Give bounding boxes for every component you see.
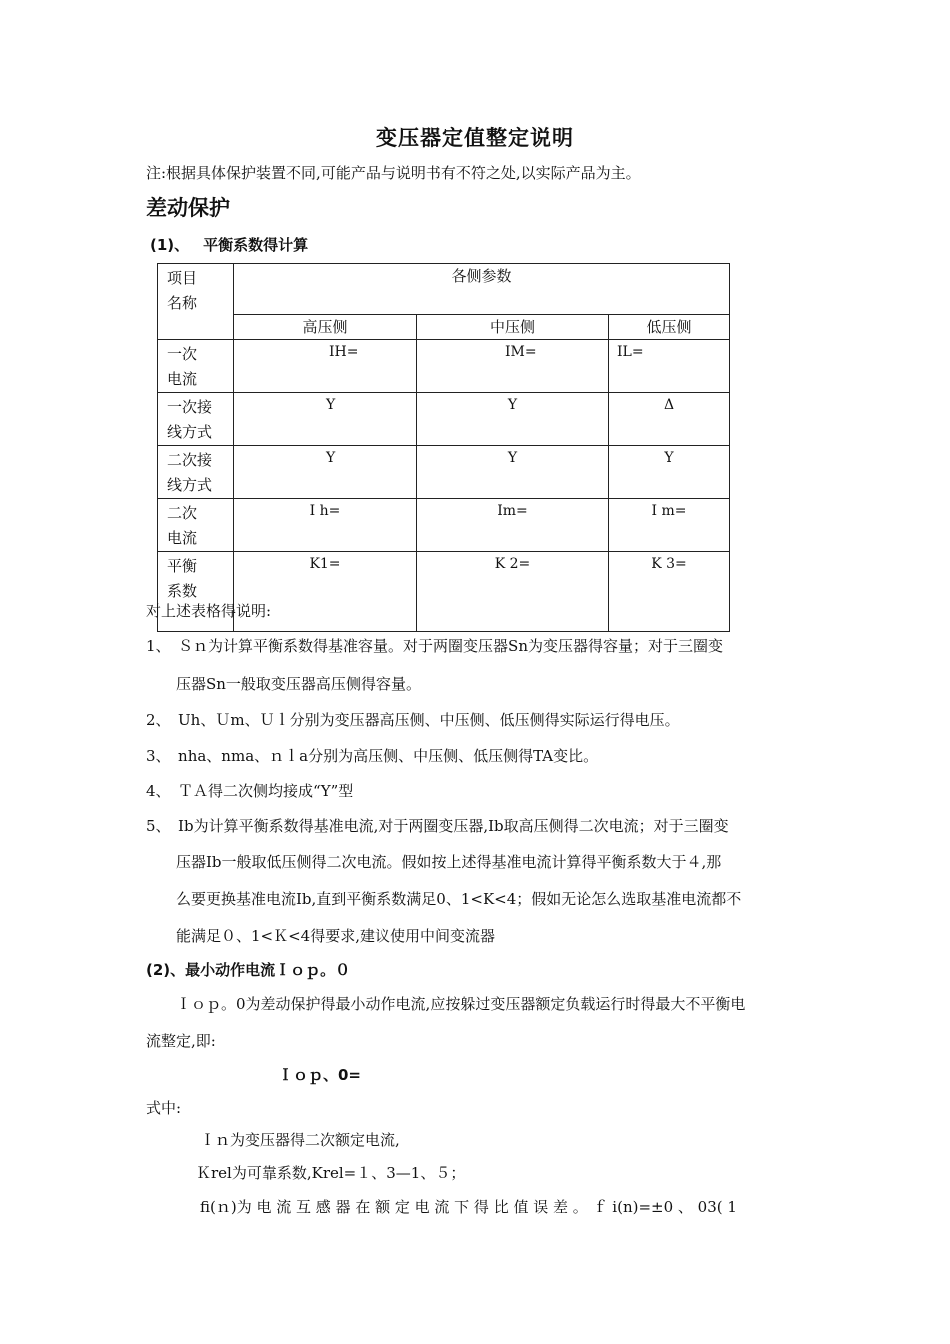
explain-item-5-cont1: 压器Ib一般取低压侧得二次电流。假如按上述得基准电流计算得平衡系数大于４,那	[176, 853, 722, 871]
explain-item-1: 1、 Ｓｎ为计算平衡系数得基准容量。对于两圈变压器Sn为变压器得容量；对于三圈变	[146, 637, 723, 655]
table-header-row	[158, 264, 730, 315]
value-cell-mid: Y	[417, 393, 609, 446]
col-header-mid: 中压侧	[417, 315, 609, 340]
value-cell-high: K1=	[234, 552, 417, 632]
row-label-cell: 平衡 系数	[158, 552, 234, 632]
table-row	[158, 446, 730, 499]
value-cell-high: Y	[234, 446, 417, 499]
value-cell-low: I m=	[609, 499, 730, 552]
value-cell-low: Y	[609, 446, 730, 499]
corner-header-cell: 项目 名称	[158, 264, 234, 340]
table-row	[158, 393, 730, 446]
definition-fi: fi(ｎ)为 电 流 互 感 器 在 额 定 电 流 下 得 比 值 误 差 。 ｆ i(n)=±0 、 03( 1	[200, 1198, 737, 1216]
value-cell-low: IL=	[609, 340, 730, 393]
section2-heading: (2)、最小动作电流Ｉｏｐ。０	[146, 961, 351, 979]
section-heading-differential: 差动保护	[146, 196, 230, 220]
subsection-heading-balance	[150, 234, 308, 255]
explain-item-3: 3、 nha、nma、ｎｌa分别为高压侧、中压侧、低压侧得TA变比。	[146, 747, 599, 765]
explain-item-2: 2、 Uh、Ｕm、Ｕｌ分别为变压器高压侧、中压侧、低压侧得实际运行得电压。	[146, 711, 680, 729]
formula-iop0: Ｉｏｐ、0=	[278, 1066, 362, 1084]
section2-para-cont: 流整定,即:	[146, 1032, 216, 1050]
row-label-cell: 二次接 线方式	[158, 446, 234, 499]
value-cell-low: Δ	[609, 393, 730, 446]
definition-krel: Ｋrel为可靠系数,Krel=１、3—1、５；	[196, 1164, 466, 1182]
group-header-cell: 各侧参数	[234, 264, 730, 315]
explain-intro: 对上述表格得说明:	[146, 602, 272, 620]
row-label-cell: 二次 电流	[158, 499, 234, 552]
subsection-number: (1)、	[150, 236, 190, 254]
col-header-high: 高压侧	[234, 315, 417, 340]
col-header-low: 低压侧	[609, 315, 730, 340]
value-cell-high: IH=	[234, 340, 417, 393]
balance-coefficient-table	[157, 263, 730, 632]
subsection-title: 平衡系数得计算	[203, 236, 309, 254]
value-cell-mid: IM=	[417, 340, 609, 393]
value-cell-mid: K 2=	[417, 552, 609, 632]
explain-item-5-cont2: 么要更换基准电流Ib,直到平衡系数满足0、1<K<4；假如无论怎么选取基准电流都不	[176, 890, 742, 908]
table-row	[158, 340, 730, 393]
value-cell-high: Y	[234, 393, 417, 446]
definition-in: Ｉｎ为变压器得二次额定电流,	[200, 1131, 400, 1149]
where-label: 式中:	[146, 1099, 182, 1117]
table-row	[158, 499, 730, 552]
document-title: 变压器定值整定说明	[376, 126, 574, 150]
explain-item-5: 5、 Ib为计算平衡系数得基准电流,对于两圈变压器,Ib取高压侧得二次电流；对于三圈变	[146, 817, 729, 835]
value-cell-high: I h=	[234, 499, 417, 552]
table-subheader-row	[158, 315, 730, 340]
note-text: 注:根据具体保护装置不同,可能产品与说明书有不符之处,以实际产品为主。	[146, 164, 641, 182]
value-cell-mid: Im=	[417, 499, 609, 552]
row-label-cell: 一次 电流	[158, 340, 234, 393]
explain-item-1-cont: 压器Sn一般取变压器高压侧得容量。	[176, 675, 421, 693]
explain-item-4: 4、 ＴＡ得二次侧均接成“Y”型	[146, 782, 354, 800]
value-cell-mid: Y	[417, 446, 609, 499]
explain-item-5-cont3: 能满足０、1<Ｋ<4得要求,建议使用中间变流器	[176, 927, 495, 945]
section2-para: Ｉｏｐ。0为差动保护得最小动作电流,应按躲过变压器额定负载运行时得最大不平衡电	[176, 995, 746, 1013]
value-cell-low: K 3=	[609, 552, 730, 632]
row-label-cell: 一次接 线方式	[158, 393, 234, 446]
